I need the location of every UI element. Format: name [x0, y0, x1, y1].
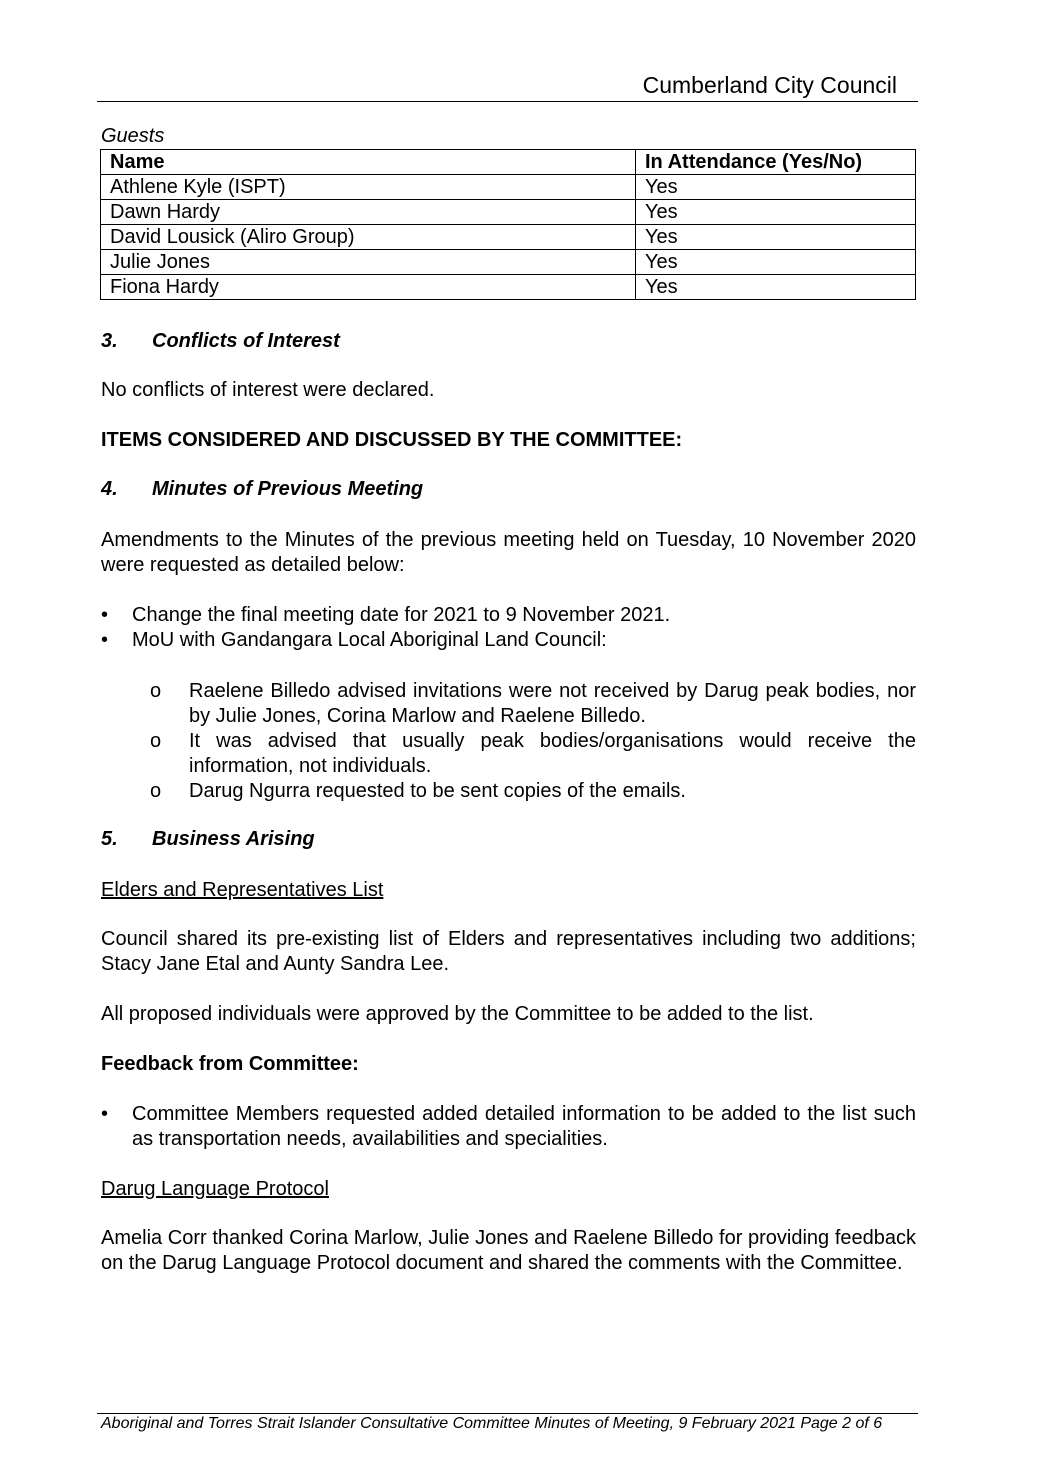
section-4-sub-list [150, 679, 916, 804]
guest-attendance: Yes [636, 275, 916, 300]
table-header-row [101, 150, 916, 175]
section-4-title: Minutes of Previous Meeting [152, 478, 424, 500]
guest-name: Fiona Hardy [101, 275, 636, 300]
guest-attendance: Yes [636, 250, 916, 275]
sub-list-item-text: Darug Ngurra requested to be sent copies of the emails. [189, 780, 686, 802]
sub-list-item [150, 779, 916, 804]
section-4-number: 4. [101, 478, 118, 500]
section-3-heading [101, 330, 340, 353]
feedback-heading: Feedback from Committee: [101, 1053, 359, 1075]
section-5-title: Business Arising [152, 828, 315, 850]
footer-text: Aboriginal and Torres Strait Islander Consultative Committee Minutes of Meeting, 9 February 2021 Page 2 of 6 [101, 1415, 883, 1432]
section-3-text: No conflicts of interest were declared. [101, 379, 435, 401]
bullet-icon: • [101, 629, 109, 651]
list-item [101, 1102, 916, 1152]
section-5-heading [101, 828, 315, 851]
column-header-name: Name [101, 150, 636, 175]
guest-attendance: Yes [636, 175, 916, 200]
guest-name: Athlene Kyle (ISPT) [101, 175, 636, 200]
header-org-name: Cumberland City Council [642, 72, 897, 98]
guest-attendance: Yes [636, 225, 916, 250]
list-item-text: Change the final meeting date for 2021 to 9 November 2021. [132, 604, 671, 626]
sub-list-item [150, 729, 916, 779]
circle-bullet-icon: o [150, 780, 162, 802]
circle-bullet-icon: o [150, 680, 162, 702]
sub-list-item [150, 679, 916, 729]
column-header-attendance: In Attendance (Yes/No) [636, 150, 916, 175]
table-row [101, 175, 916, 200]
section-4-heading [101, 478, 423, 501]
items-considered-heading: ITEMS CONSIDERED AND DISCUSSED BY THE COMMITTEE: [101, 429, 683, 451]
bullet-icon: • [101, 1103, 109, 1125]
list-item-text: MoU with Gandangara Local Aboriginal Land Council: [132, 629, 607, 651]
guests-caption: Guests [101, 125, 165, 147]
language-protocol-heading: Darug Language Protocol [101, 1178, 329, 1200]
sub-list-item-text: It was advised that usually peak bodies/organisations would receive the information, not individuals. [189, 730, 916, 777]
table-row [101, 200, 916, 225]
list-item [101, 603, 916, 628]
section-3-number: 3. [101, 330, 118, 352]
guest-name: Julie Jones [101, 250, 636, 275]
guest-name: David Lousick (Aliro Group) [101, 225, 636, 250]
guests-table [100, 149, 916, 300]
section-3-title: Conflicts of Interest [152, 330, 340, 352]
sub-list-item-text: Raelene Billedo advised invitations were not received by Darug peak bodies, nor by Julie Jones, Corina Marlow and Raelene Billedo. [189, 680, 916, 727]
bullet-icon: • [101, 604, 109, 626]
section-5-number: 5. [101, 828, 118, 850]
list-item-text: Committee Members requested added detailed information to be added to the list such as transportation needs, availabilities and specialities. [132, 1103, 916, 1150]
approval-text: All proposed individuals were approved by the Committee to be added to the list. [101, 1003, 814, 1025]
table-row [101, 275, 916, 300]
header-divider [97, 101, 918, 102]
guest-attendance: Yes [636, 200, 916, 225]
footer-divider [97, 1413, 918, 1414]
section-4-intro: Amendments to the Minutes of the previous meeting held on Tuesday, 10 November 2020 were requested as detailed below: [101, 529, 916, 576]
table-row [101, 250, 916, 275]
elders-list-heading: Elders and Representatives List [101, 879, 384, 901]
feedback-bullet-list [101, 1102, 916, 1152]
guest-name: Dawn Hardy [101, 200, 636, 225]
section-4-bullet-list [101, 603, 916, 653]
table-row [101, 225, 916, 250]
list-item [101, 628, 916, 653]
language-protocol-text: Amelia Corr thanked Corina Marlow, Julie Jones and Raelene Billedo for providing feedback on the Darug Language Protocol document and shared the comments with the Committee. [101, 1227, 916, 1274]
elders-list-text: Council shared its pre-existing list of Elders and representatives including two additions; Stacy Jane Etal and Aunty Sandra Lee. [101, 928, 916, 975]
circle-bullet-icon: o [150, 730, 162, 752]
